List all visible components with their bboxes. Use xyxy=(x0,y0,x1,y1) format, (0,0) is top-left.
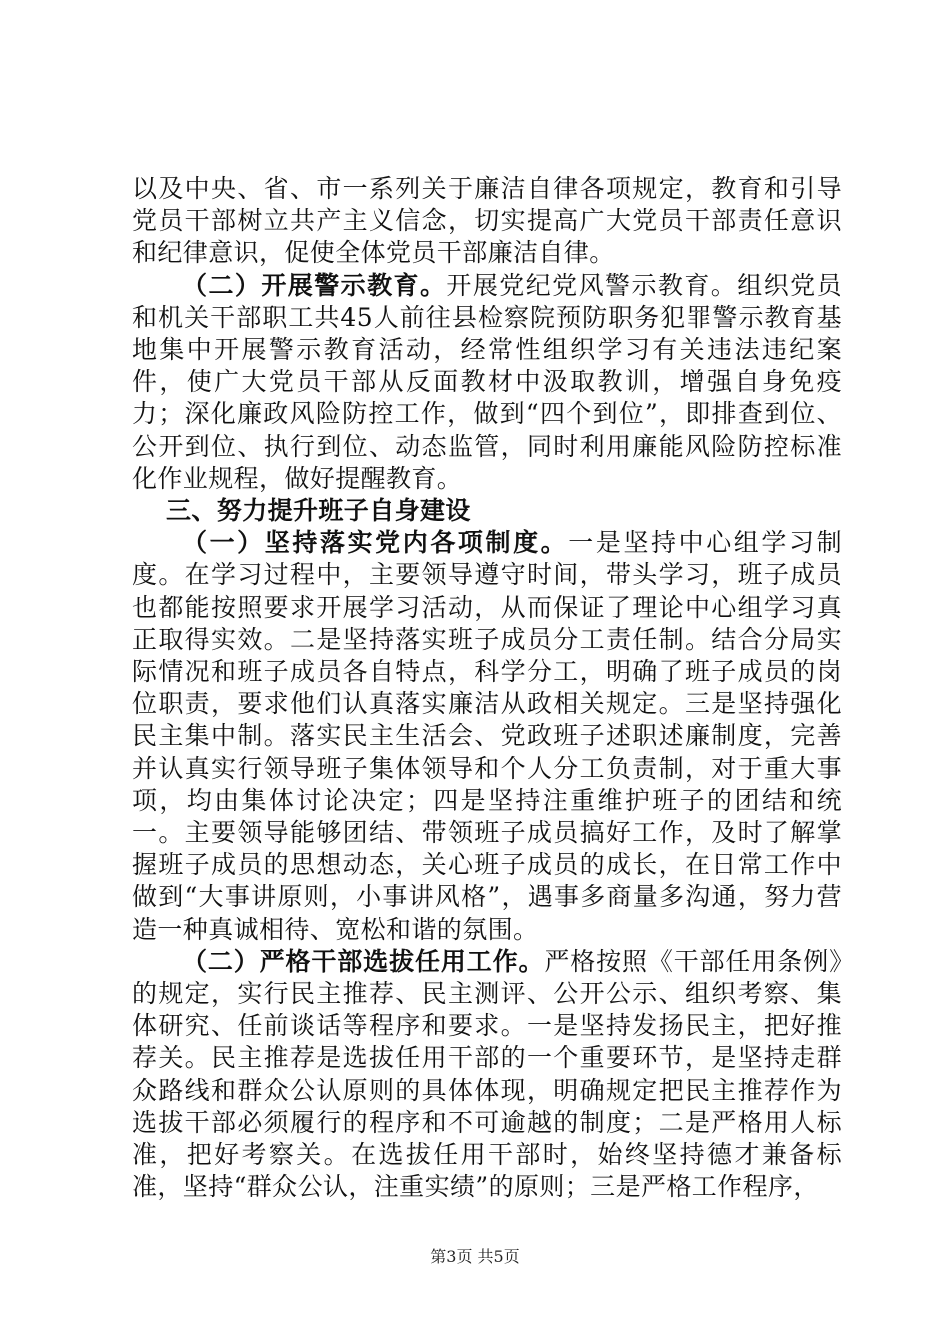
paragraph-party-systems xyxy=(132,527,842,946)
paragraph-lead: （一）坚持落实党内各项制度。 xyxy=(182,528,569,558)
document-body xyxy=(132,173,842,1204)
paragraph-text: 以及中央、省、市一系列关于廉洁自律各项规定，教育和引导党员干部树立共产主义信念，切实提高广大党员干部责任意识和纪律意识，促使全体党员干部廉洁自律。 xyxy=(132,174,842,268)
page-number-footer: 第3页 共5页 xyxy=(430,1247,520,1266)
section-heading: 三、努力提升班子自身建设 xyxy=(166,496,471,526)
paragraph-text: 一是坚持中心组学习制度。在学习过程中，主要领导遵守时间，带头学习，班子成员也都能按照要求开展学习活动，从而保证了理论中心组学习真正取得实效。二是坚持落实班子成员分工责任制。结合分局实际情况和班子成员各自特点，科学分工，明确了班子成员的岗位职责，要求他们认真落实廉洁从政相关规定。三是坚持强化民主集中制。落实民主生活会、党政班子述职述廉制度，完善并认真实行领导班子集体领导和个人分工负责制，对于重大事项，均由集体讨论决定；四是坚持注重维护班子的团结和统一。主要领导能够团结、带领班子成员搞好工作，及时了解掌握班子成员的思想动态，关心班子成员的成长，在日常工作中做到“大事讲原则，小事讲风格”，遇事多商量多沟通，努力营造一种真诚相待、宽松和谐的氛围。 xyxy=(132,528,842,944)
paragraph-lead: （二）开展警示教育。 xyxy=(182,270,447,300)
paragraph-cadre-selection xyxy=(132,946,842,1204)
paragraph-text: 开展党纪党风警示教育。组织党员和机关干部职工共45人前往县检察院预防职务犯罪警示教育基地集中开展警示教育活动，经常性组织学习有关违法违纪案件，使广大党员干部从反面教材中汲取教训，增强自身免疫力；深化廉政风险防控工作，做到“四个到位”，即排查到位、公开到位、执行到位、动态监管，同时利用廉能风险防控标准化作业规程，做好提醒教育。 xyxy=(132,270,842,493)
paragraph-lead: （二）严格干部选拔任用工作。 xyxy=(182,946,545,976)
paragraph-text: 严格按照《干部任用条例》的规定，实行民主推荐、民主测评、公开公示、组织考察、集体研究、任前谈话等程序和要求。一是坚持发扬民主，把好推荐关。民主推荐是选拔任用干部的一个重要环节，是坚持走群众路线和群众公认原则的具体体现，明确规定把民主推荐作为选拔干部必须履行的程序和不可逾越的制度；二是严格用人标准，把好考察关。在选拔任用干部时，始终坚持德才兼备标准，坚持“群众公认，注重实绩”的原则；三是严格工作程序， xyxy=(132,946,842,1202)
paragraph-warning-education xyxy=(132,270,842,495)
paragraph-continuation xyxy=(132,173,842,270)
